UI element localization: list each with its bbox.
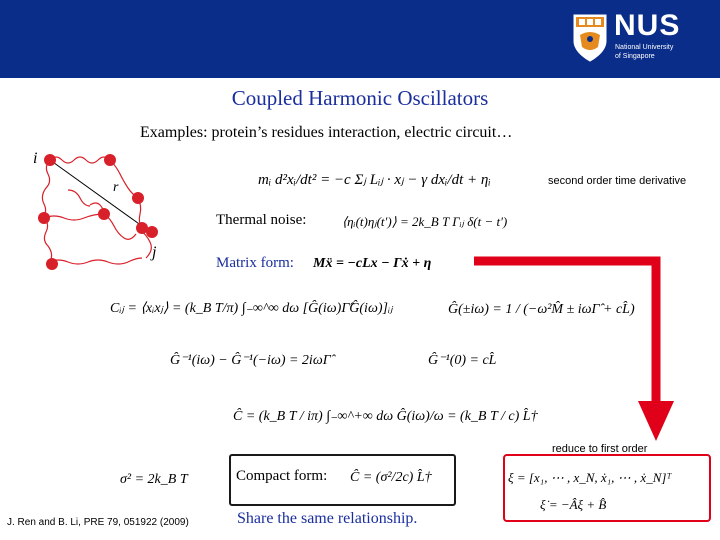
reference: J. Ren and B. Li, PRE 79, 051922 (2009) bbox=[7, 517, 189, 528]
compact-form-label: Compact form: bbox=[236, 468, 328, 484]
spring bbox=[50, 157, 110, 163]
logo-text: NUS bbox=[614, 9, 681, 42]
sigma-equation: σ² = 2k_B T bbox=[120, 472, 188, 487]
slide-subtitle: Examples: protein’s residues interaction, electric circuit… bbox=[140, 124, 513, 141]
oscillator-network-diagram bbox=[30, 150, 170, 275]
bead bbox=[146, 226, 158, 238]
bead bbox=[38, 212, 50, 224]
matrix-form-equation: Mẍ = −cLx − Γẋ + η bbox=[313, 256, 432, 271]
compact-form-equation: Ĉ = (σ²/2c) L̂† bbox=[350, 470, 432, 485]
noise-correlation-equation: ⟨ηᵢ(t)ηⱼ(t′)⟩ = 2k_B T Γᵢⱼ δ(t − t′) bbox=[342, 214, 508, 229]
correlation-equation: Cᵢⱼ = ⟨xᵢxⱼ⟩ = (k_B T/π) ∫₋∞^∞ dω [Ĝ(iω)Γ̂Ĝ(iω)]ᵢⱼ bbox=[110, 301, 393, 316]
equation-of-motion: mᵢ d²xᵢ/dt² = −c Σⱼ Lᵢⱼ · xⱼ − γ dxᵢ/dt + ηᵢ bbox=[258, 172, 491, 188]
green-inverse-difference: Ĝ⁻¹(iω) − Ĝ⁻¹(−iω) = 2iωΓ̂ bbox=[170, 353, 331, 368]
spring bbox=[68, 190, 90, 206]
spring bbox=[44, 218, 52, 262]
label-j: j bbox=[152, 244, 157, 261]
matrix-form-label: Matrix form: bbox=[216, 255, 294, 271]
spring bbox=[48, 258, 142, 264]
green-function-equation: Ĝ(±iω) = 1 / (−ω²M̂ ± iωΓ̂ + cL̂) bbox=[448, 302, 635, 317]
green-inverse-zero: Ĝ⁻¹(0) = cL̂ bbox=[428, 353, 497, 368]
bead bbox=[44, 154, 56, 166]
note-second-order: second order time derivative bbox=[548, 175, 687, 187]
logo-subtitle: National University of Singapore bbox=[615, 44, 674, 60]
xi-dot-equation: ξ̇ = −Âξ + B̂ bbox=[540, 497, 607, 512]
covariance-integral: Ĉ = (k_B T / iπ) ∫₋∞^+∞ dω Ĝ(iω)/ω = (k_B T / c) L̂† bbox=[233, 409, 538, 424]
header-bar bbox=[0, 0, 720, 78]
distance-line bbox=[50, 160, 142, 226]
first-order-box bbox=[503, 454, 711, 522]
share-text: Share the same relationship. bbox=[237, 510, 418, 527]
thermal-noise-label: Thermal noise: bbox=[216, 212, 307, 228]
label-i: i bbox=[33, 150, 38, 167]
bead bbox=[132, 192, 144, 204]
xi-definition: ξ = [x₁, ⋯ , x_N, ẋ₁, ⋯ , ẋ_N]ᵀ bbox=[508, 470, 672, 485]
crest-icon bbox=[572, 13, 608, 63]
spring bbox=[42, 160, 50, 218]
nus-logo bbox=[572, 9, 712, 65]
spring bbox=[44, 214, 104, 220]
reduce-arrow bbox=[470, 255, 675, 455]
bead bbox=[98, 208, 110, 220]
label-r: r bbox=[113, 180, 119, 195]
bead bbox=[46, 258, 58, 270]
slide-title: Coupled Harmonic Oscillators bbox=[231, 86, 489, 110]
bead bbox=[104, 154, 116, 166]
note-reduce-first-order: reduce to first order bbox=[552, 443, 648, 455]
